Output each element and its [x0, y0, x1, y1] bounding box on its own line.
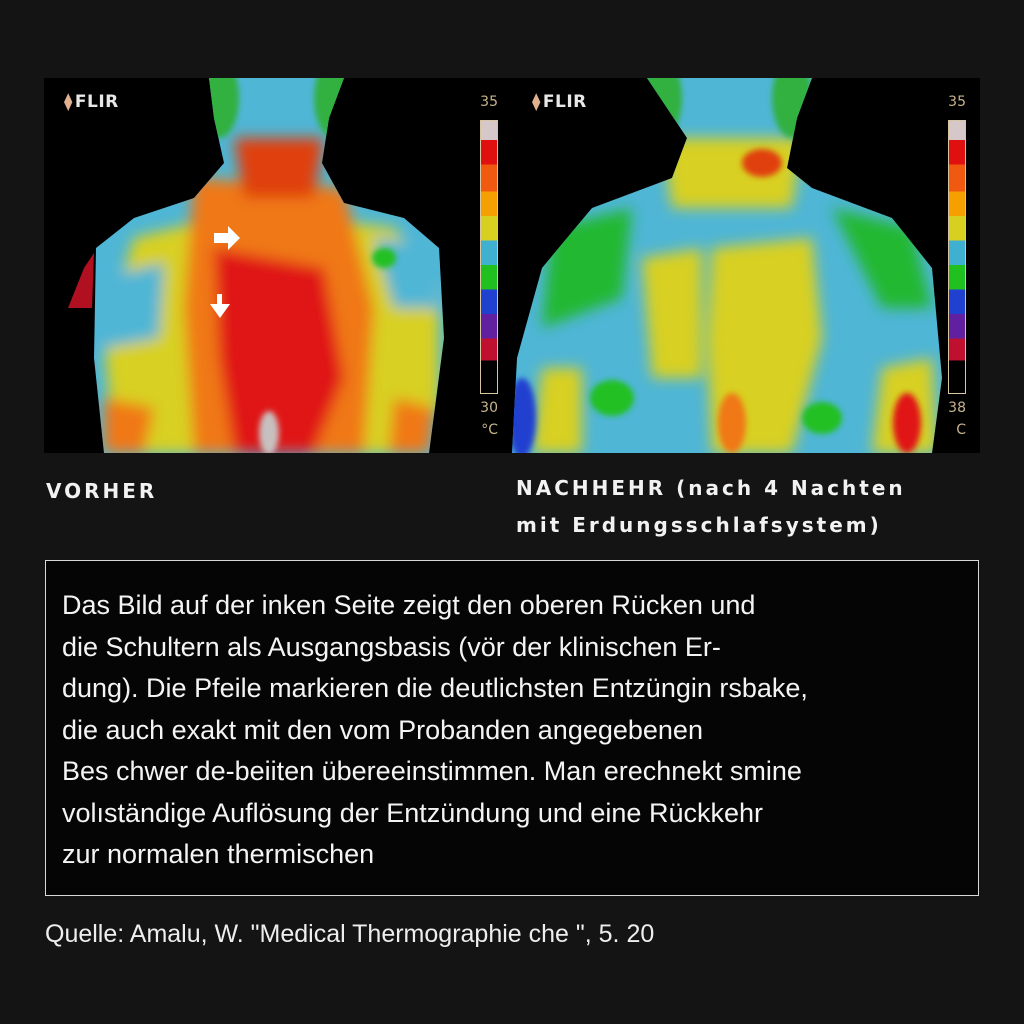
flir-logo: ⧫ FLIR — [532, 92, 587, 112]
scale-max-label: 35 — [480, 94, 498, 110]
scale-min-label: 38 — [948, 400, 966, 416]
description-box — [45, 560, 979, 896]
scale-max-label: 35 — [948, 94, 966, 110]
unit-label: °C — [481, 422, 498, 438]
thermogram-before — [44, 78, 512, 453]
arm-edge — [68, 253, 94, 308]
scale-min-label: 30 — [480, 400, 498, 416]
caption-after: NACHHEHR (nach 4 Nachten mit Erdungsschlafsystem) — [516, 476, 906, 537]
caption-before: VORHER — [46, 479, 158, 503]
description-text: Das Bild auf der inken Seite zeigt den oberen Rücken und die Schultern als Ausgangsbasis (vör der klinischen Er- dung). Die Pfeile markieren die deutlichsten Entzüngin rsbake, die auch exakt mit den vom Probanden angegebenen Bes chwer de-beiiten übereeinstimmen. Man erechnekt smine volıständige Auflösung der Entzündung und eine Rückkehr zur normalen thermischen — [62, 590, 808, 869]
thermal-image-after — [512, 78, 980, 453]
temperature-scale — [480, 120, 498, 394]
unit-label: C — [956, 422, 966, 438]
source-citation: Quelle: Amalu, W. "Medical Thermographie che ", 5. 20 — [45, 920, 655, 948]
thermogram-after — [512, 78, 980, 453]
thermal-image-before — [44, 78, 512, 453]
temperature-scale — [948, 120, 966, 394]
flir-logo: ⧫ FLIR — [64, 92, 119, 112]
